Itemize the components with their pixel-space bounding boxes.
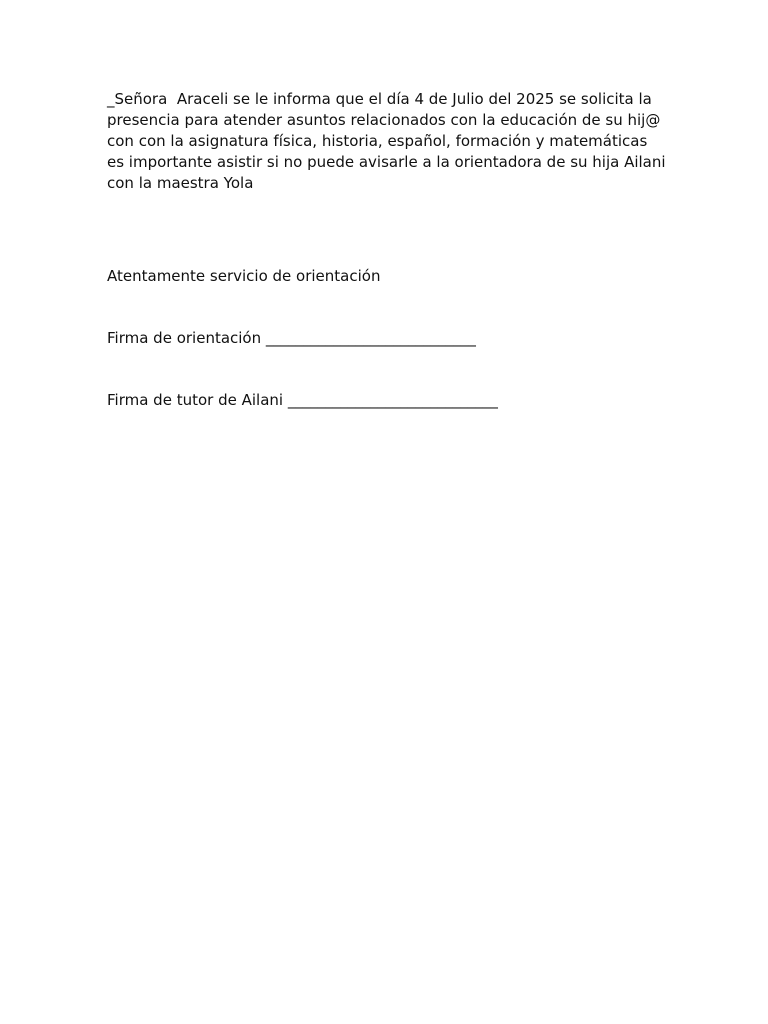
closing-line: Atentamente servicio de orientación xyxy=(107,267,381,285)
signature-line-orientacion: Firma de orientación ____________________________ xyxy=(107,329,476,347)
signature-line-tutor: Firma de tutor de Ailani ____________________________ xyxy=(107,391,498,409)
notice-paragraph: _Señora Araceli se le informa que el día 4 de Julio del 2025 se solicita la presencia para atender asuntos relacionados con la educación de su hij@ con con la asignatura física, historia, español, formación y matemáticas es importante asistir si no puede avisarle a la orientadora de su hija Ailani con la maestra Yola xyxy=(107,90,671,192)
